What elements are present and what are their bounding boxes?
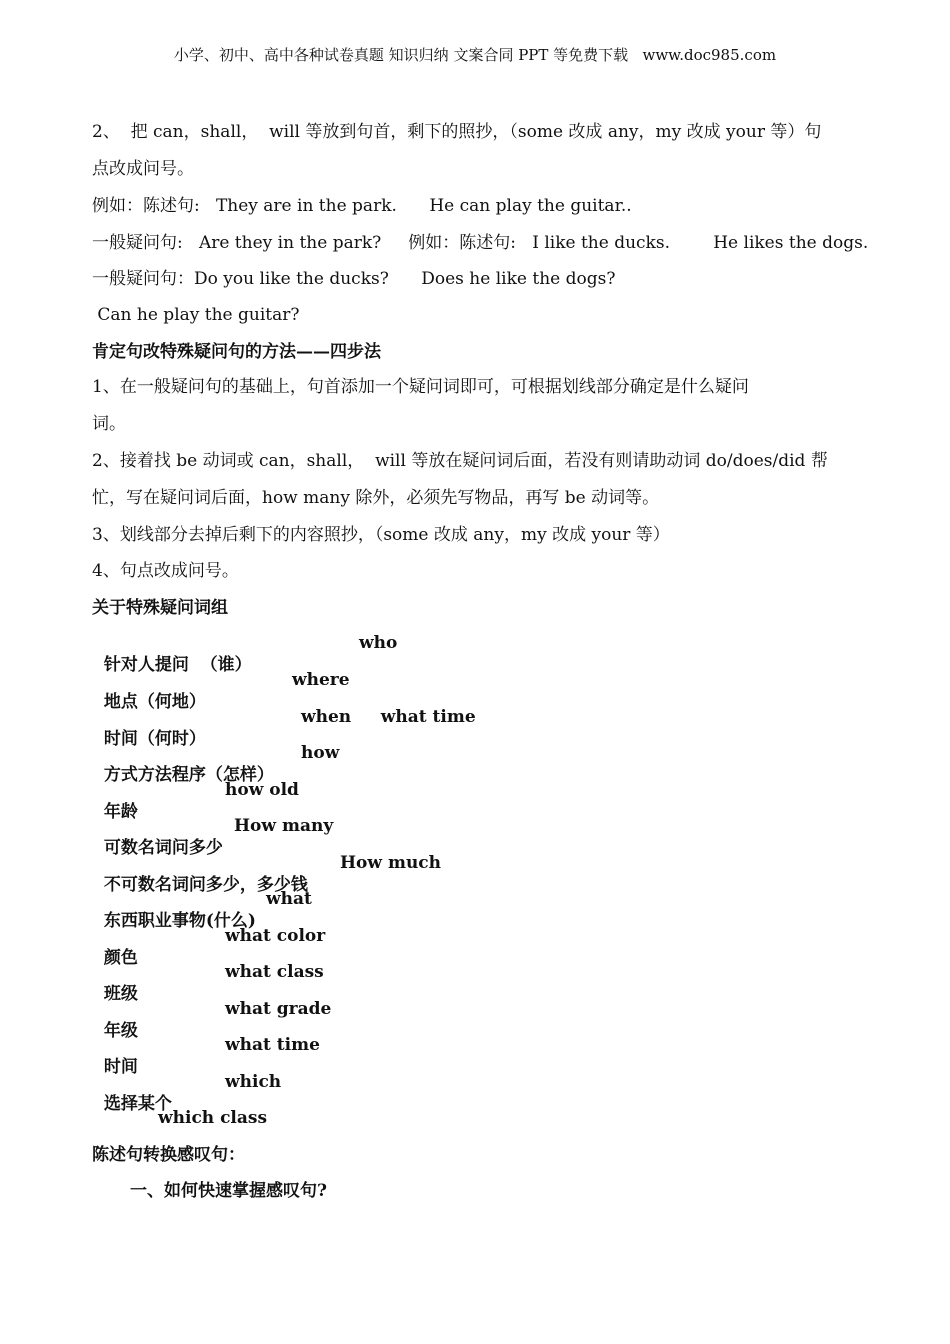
example-line-3: 一般疑问句：Do you like the ducks? Does he like the dogs? [92,269,616,289]
wordgroup-cn: 班级 [103,984,138,1004]
example-line-4: Can he play the guitar? [92,305,300,325]
wordgroup-cn: 选择某个 [103,1094,172,1114]
wordgroup-cn: 时间（何时） [103,729,206,749]
wordgroup-en: which [225,1072,282,1092]
wordgroup-en: How many [234,816,334,836]
wordgroup-en: what [266,889,312,909]
method-step-4: 4、句点改成问号。 [92,561,239,581]
exclamation-heading: 陈述句转换感叹句： [92,1145,245,1165]
method-step-3: 3、划线部分去掉后剩下的内容照抄，（some 改成 any，my 改成 your 等） [92,525,670,545]
example-line-2: 一般疑问句: Are they in the park? 例如：陈述句: I like the ducks. He likes the dogs. [92,233,869,253]
wordgroup-en: who [359,633,398,653]
page-header-banner: 小学、初中、高中各种试卷真题 知识归纳 文案合同 PPT 等免费下载 www.doc985.com [173,46,777,64]
method-step-1a: 1、在一般疑问句的基础上，句首添加一个疑问词即可，可根据划线部分确定是什么疑问 [92,377,749,397]
wordgroup-cn: 年级 [103,1021,138,1041]
wordgroup-cn: 东西职业事物(什么) [103,911,256,931]
wordgroup-cn: 针对人提问 （谁） [103,655,252,675]
wordgroup-cn: 可数名词问多少 [103,838,223,858]
method-step-2a: 2、接着找 be 动词或 can，shall， will 等放在疑问词后面，若没有则请助动词 do/does/did 帮 [92,451,828,471]
method-step-2b: 忙，写在疑问词后面，how many 除外，必须先写物品，再写 be 动词等。 [92,488,660,508]
wordgroup-en: which class [158,1108,268,1128]
wordgroup-cn: 地点（何地） [103,692,206,712]
wordgroup-en: how old [225,780,299,800]
rule-line-1: 2、 把 can，shall， will 等放到句首，剩下的照抄，（some 改成 any，my 改成 your 等）句 [92,122,822,142]
wordgroup-en: what color [225,926,326,946]
exclamation-subheading: 一、如何快速掌握感叹句? [130,1181,327,1201]
wordgroups-heading: 关于特殊疑问词组 [92,598,228,618]
method-heading: 肯定句改特殊疑问句的方法——四步法 [92,342,381,362]
wordgroup-en: where [292,670,350,690]
wordgroup-cn: 方式方法程序（怎样） [103,765,274,785]
wordgroup-en: what time [225,1035,320,1055]
wordgroup-cn: 年龄 [103,802,138,822]
wordgroup-cn: 时间 [103,1057,138,1077]
rule-line-2: 点改成问号。 [92,159,194,179]
wordgroup-en: what grade [225,999,332,1019]
wordgroup-en: How much [340,853,442,873]
wordgroup-cn: 不可数名词问多少，多少钱 [103,875,308,895]
wordgroup-cn: 颜色 [103,948,138,968]
wordgroup-en: what class [225,962,324,982]
method-step-1b: 词。 [92,414,126,434]
wordgroup-en: when what time [301,707,476,727]
example-line-1: 例如：陈述句: They are in the park. He can play the guitar.. [92,196,632,216]
wordgroup-en: how [301,743,340,763]
